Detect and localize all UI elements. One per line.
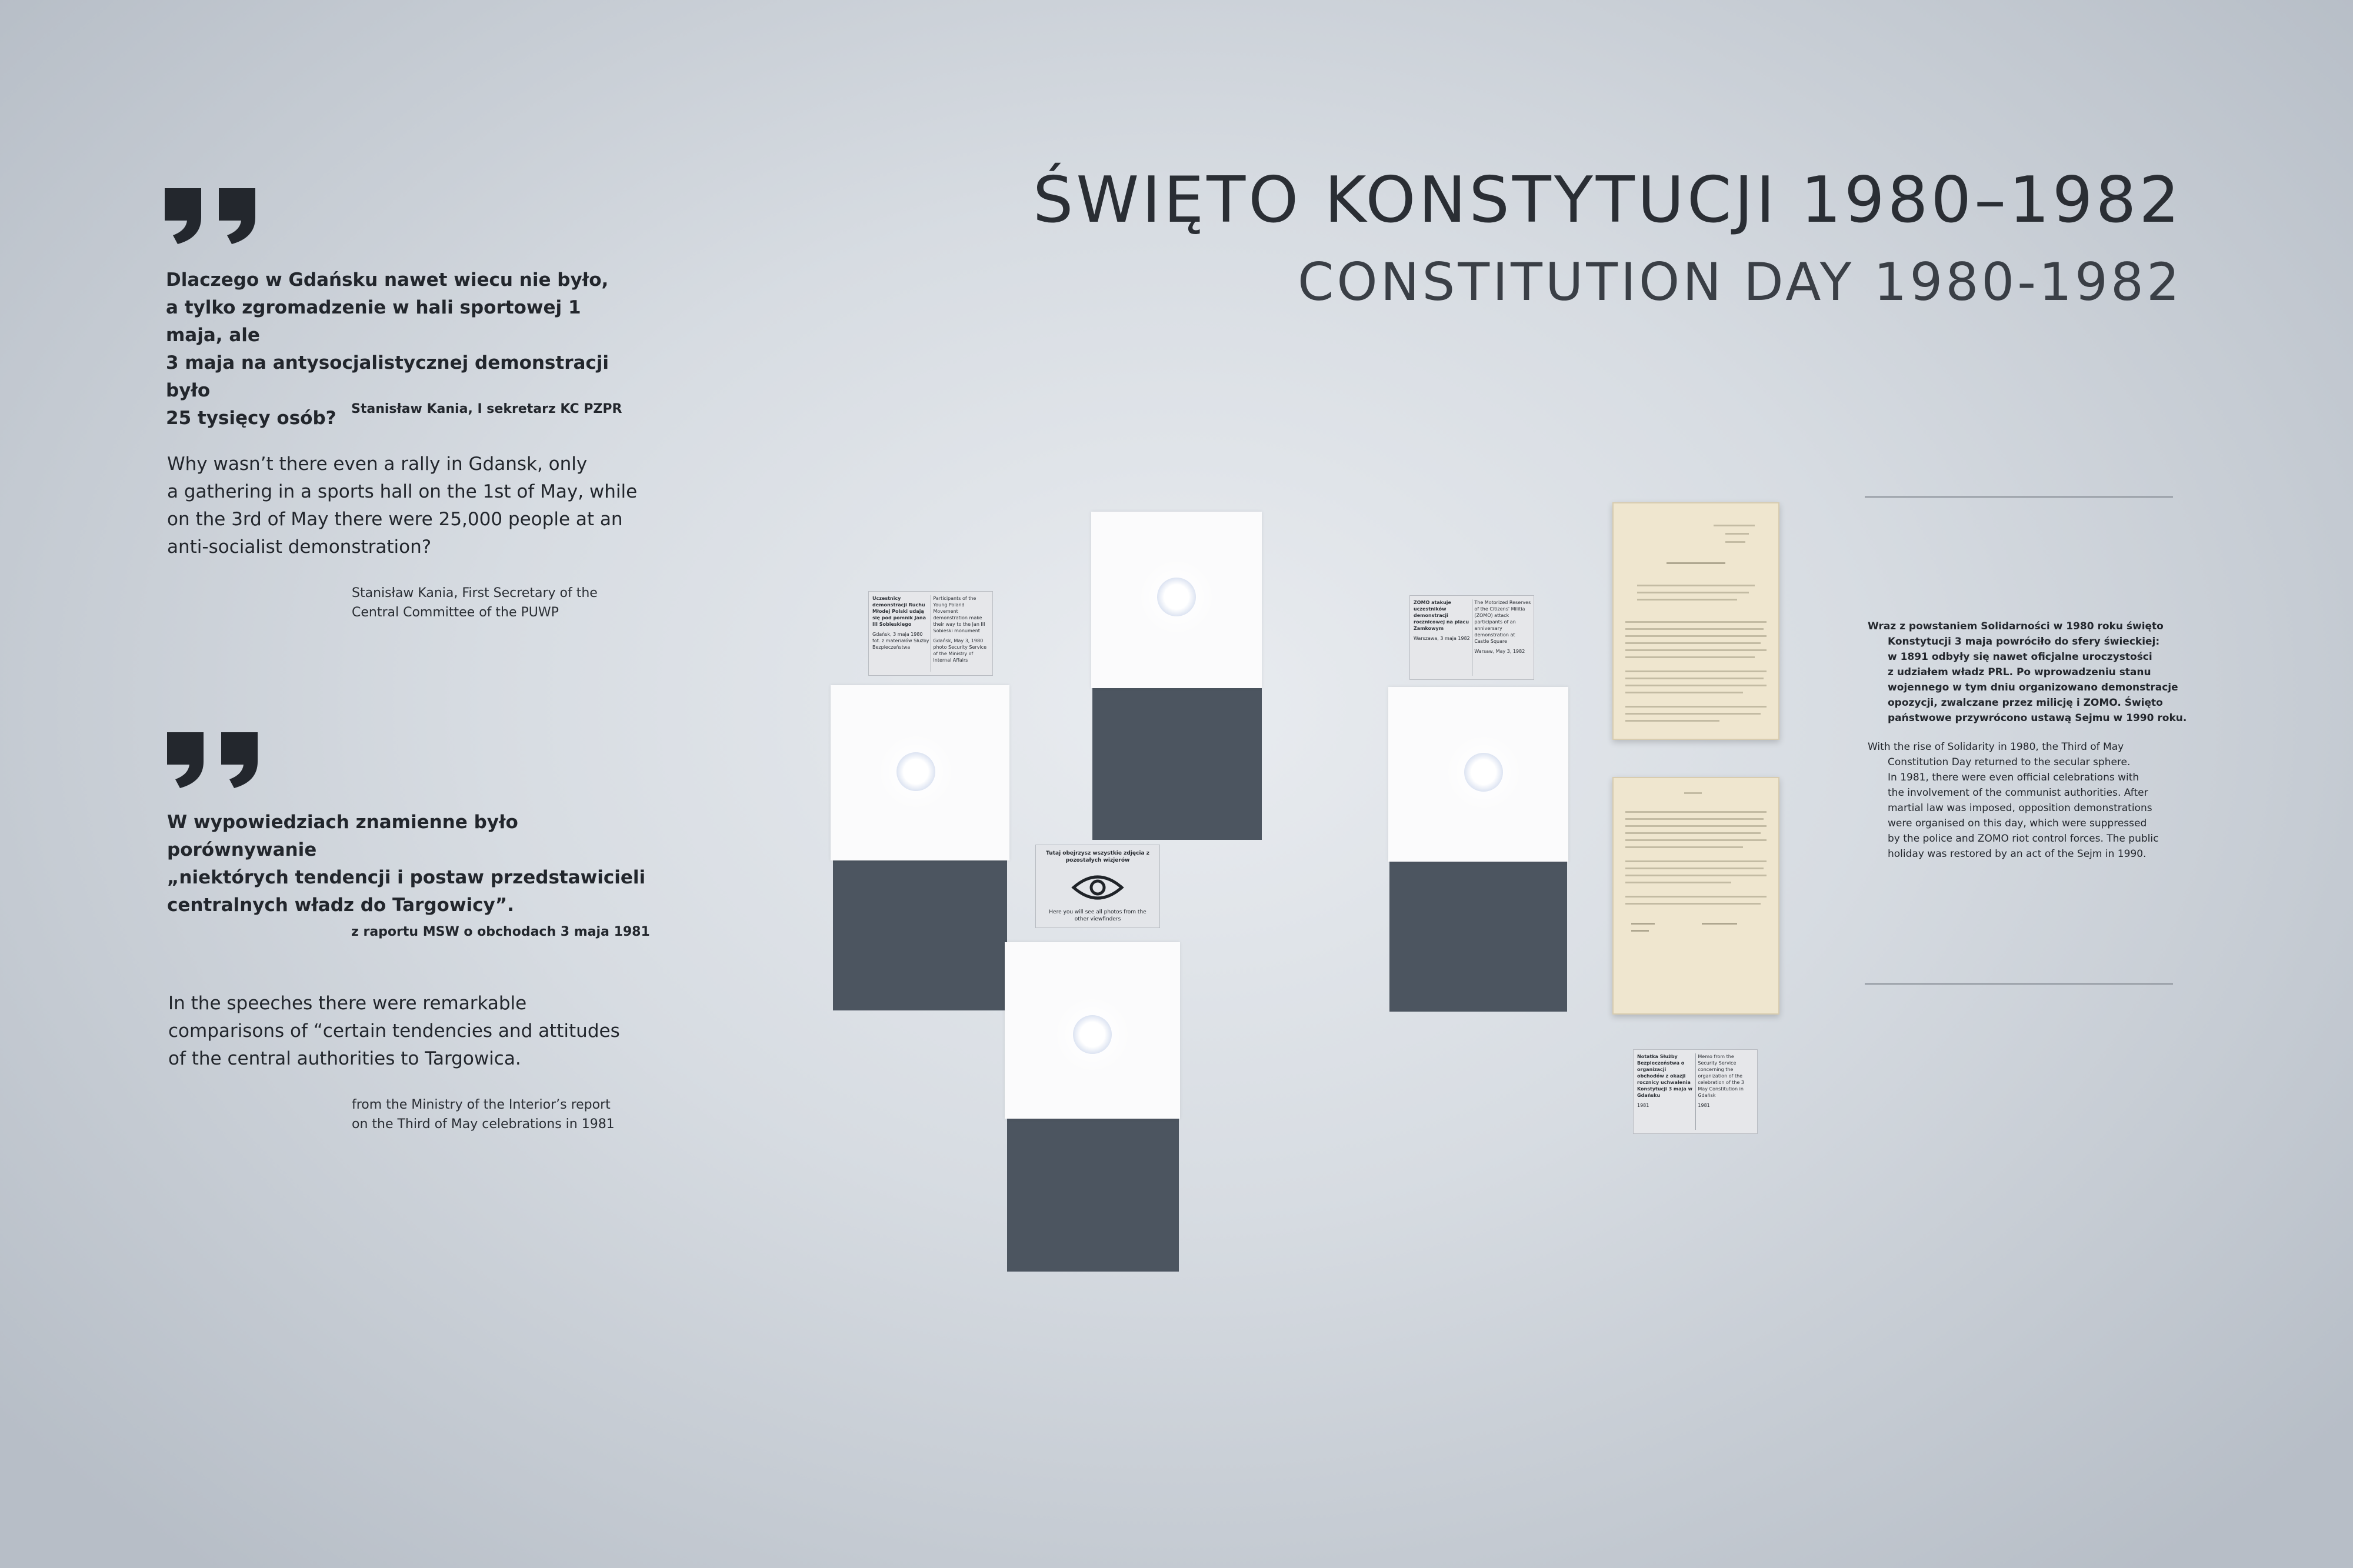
quote1-english: Why wasn’t there even a rally in Gdansk, only a gathering in a sports hall on the 1st of May, while on the 3rd of May there were 25,000 people at an anti-socialist demonstration? [167,453,638,558]
quote-mark-icon [165,188,259,244]
eye-icon [1071,871,1124,904]
exhibit-title-english: CONSTITUTION DAY 1980-1982 [1297,252,2182,312]
viewfinder-light [1157,578,1196,616]
quote2-source-polish: z raportu MSW o obchodach 3 maja 1981 [351,925,650,939]
viewfinder-box[interactable] [1091,512,1262,688]
viewfinder-light [1464,753,1503,792]
caption-plate-young-poland: Uczestnicy demonstracji Ruchu Młodej Polski udają się pod pomnik Jana III Sobieskiego Gdańsk, 3 maja 1980 fot. z materiałów Służby Bezpieczeństwa Participants of the Young Poland Movement demonstration make their way to the Jan III Sobieski monument Gdańsk, May 3, 1980 photo Security Service of the Ministry of Internal Affairs [868,591,993,676]
box-shadow [1007,1117,1179,1272]
box-shadow [1389,860,1567,1012]
quote1-polish: Dlaczego w Gdańsku nawet wiecu nie było, a tylko zgromadzenie w hali sportowej 1 maja, ale 3 maja na antysocjalistycznej demonstracji było 25 tysięcy osób? [166,269,609,429]
viewer-info-plate: Tutaj obejrzysz wszystkie zdjęcia z pozostałych wizjerów Here you will see all photos from the other viewfinders [1035,845,1160,928]
viewfinder-light [896,752,935,791]
box-shadow [1092,687,1262,840]
quote1-source-english: Stanisław Kania, First Secretary of the Central Committee of the PUWP [352,586,598,620]
exhibit-title-polish: ŚWIĘTO KONSTYTUCJI 1980–1982 [1032,164,2182,237]
viewfinder-box[interactable] [1388,687,1568,862]
panel-text-polish: Wraz z powstaniem Solidarności w 1980 roku święto Konstytucji 3 maja powróciło do sfery świeckiej: w 1891 odbyły się nawet oficjalne uroczystości z udziałem władz PRL. Po wprowadzeniu stanu wojennego w tym dniu organizowano demonstracje opozycji, zwalczane przez milicję i ZOMO. Święto państwowe przywrócono ustawą Sejmu w 1990 roku. [1868,620,2187,724]
panel-text-english: With the rise of Solidarity in 1980, the Third of May Constitution Day returned to the secular sphere. In 1981, there were even official celebrations with the involvement of the communist authorities. After martial law was imposed, opposition demonstrations were organised on this day, which were suppressed by the police and ZOMO riot control forces. The public holiday was restored by an act of the Sejm in 1990. [1868,741,2159,860]
quote2-polish: W wypowiedziach znamienne było porównywanie „niektórych tendencji i postaw przedstawicieli centralnych władz do Targowicy”. [167,812,646,916]
archival-document-page-1 [1612,502,1779,740]
viewfinder-light [1073,1015,1112,1054]
panel-bottom-rule [1865,983,2173,985]
archival-document-page-2 [1612,777,1779,1015]
box-shadow [833,859,1007,1010]
quote2-english: In the speeches there were remarkable comparisons of “certain tendencies and attitudes of the central authorities to Targowica. [168,993,620,1069]
quote-mark-icon [167,732,261,788]
viewfinder-box[interactable] [1005,942,1180,1119]
viewfinder-box[interactable] [831,685,1009,860]
quote1-source-polish: Stanisław Kania, I sekretarz KC PZPR [351,402,622,416]
panel-top-rule [1865,496,2173,498]
caption-plate-memo: Notatka Służby Bezpieczeństwa o organizacji obchodów z okazji rocznicy uchwalenia Konstytucji 3 maja w Gdańsku 1981 Memo from the Security Service concerning the organization of the celebration of the 3 May Constitution in Gdańsk 1981 [1633,1049,1758,1134]
caption-plate-zomo: ZOMO atakuje uczestników demonstracji rocznicowej na placu Zamkowym Warszawa, 3 maja 1982 The Motorized Reserves of the Citizens' Militia (ZOMO) attack participants of an anniversary demonstration at Castle Square Warsaw, May 3, 1982 [1409,595,1534,680]
quote2-source-english: from the Ministry of the Interior’s report on the Third of May celebrations in 1981 [352,1097,615,1132]
